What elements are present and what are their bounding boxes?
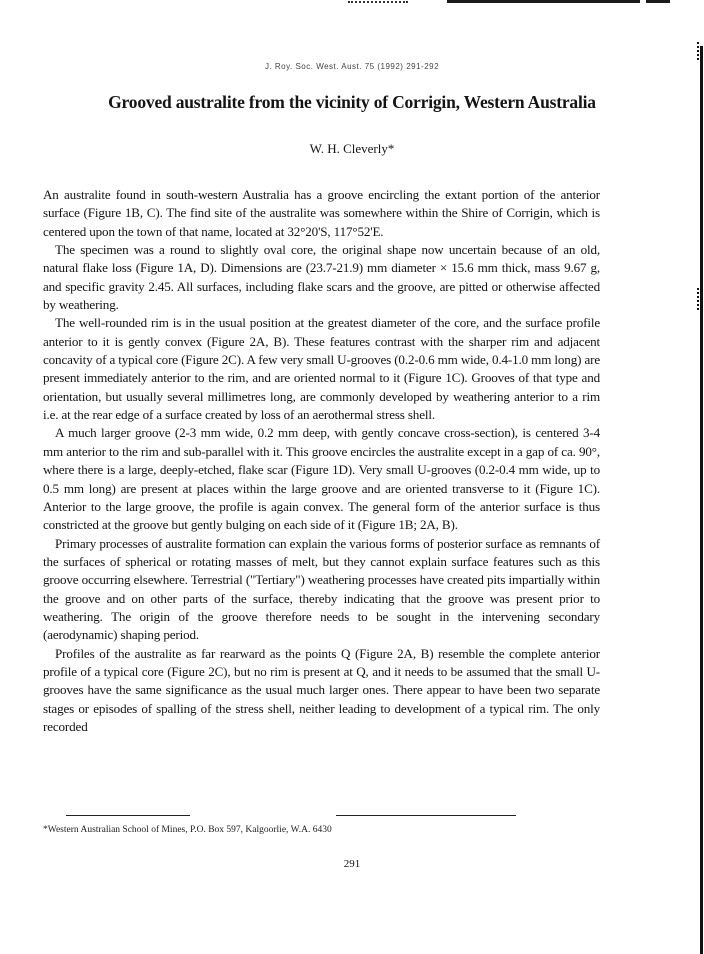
page-number: 291	[343, 858, 361, 870]
page-right-edge	[700, 46, 703, 954]
paragraph: The specimen was a round to slightly oval core, the original shape now uncertain because of an old, natural flake loss (Figure 1A, D). Dimensions are (23.7-21.9) mm diameter × 15.6 mm thick, mass 9.67 g, and specific gravity 2.45. All surfaces, including flake scars and the groove, are pitted or otherwise affected by weathering.	[43, 242, 600, 313]
paper-title: Grooved australite from the vicinity of Corrigin, Western Australia	[108, 92, 596, 112]
paragraph: The well-rounded rim is in the usual position at the greatest diameter of the core, and the surface profile anterior to it is gently convex (Figure 2A, B). These features contrast with the sharper rim and adjacent concavity of a typical core (Figure 2C). A few very small U-grooves (0.2-0.6 mm wide, 0.4-1.0 mm long) are present immediately anterior to the rim, and are oriented normal to it (Figure 1C). Grooves of that type and orientation, but usually several millimetres long, are commonly developed by weathering anterior to a rim i.e. at the rear edge of a surface created by loss of an aerothermal stress shell.	[43, 315, 600, 423]
scan-artifact-top-specks	[348, 1, 408, 5]
paragraph: A much larger groove (2-3 mm wide, 0.2 mm deep, with gently concave cross-section), is centered 3-4 mm anterior to the rim and sub-parallel with it. This groove encircles the australite except in a gap of ca. 90°, where there is a large, deeply-etched, flake scar (Figure 1D). Very small U-grooves (0.2-0.4 mm wide, up to 0.5 mm long) are present at places within the large groove and are oriented transverse to it (Figure 1C). Anterior to the large groove, the profile is again convex. The general form of the anterior surface is thus constricted at the groove but gently bulging on each side of it (Figure 1B; 2A, B).	[43, 425, 600, 533]
footnote-rule-left	[66, 815, 190, 816]
footnote-rule-right	[336, 815, 516, 816]
page-edge-tick	[697, 288, 703, 310]
body-text	[43, 186, 600, 736]
paragraph: Profiles of the australite as far rearward as the points Q (Figure 2A, B) resemble the complete anterior profile of a typical core (Figure 2C), but no rim is present at Q, and it needs to be assumed that the small U-grooves have the same significance as the usual much larger ones. There appear to have been two separate stages or episodes of spalling of the stress shell, neither leading to development of a typical rim. The only recorded	[43, 645, 600, 734]
author-affiliation-footnote: *Western Australian School of Mines, P.O. Box 597, Kalgoorlie, W.A. 6430	[43, 825, 332, 835]
paragraph: An australite found in south-western Australia has a groove encircling the extant portion of the anterior surface (Figure 1B, C). The find site of the australite was somewhere within the Shire of Corrigin, which is centered upon the town of that name, located at 32°20'S, 117°52'E.	[43, 187, 600, 239]
journal-reference: J. Roy. Soc. West. Aust. 75 (1992) 291-292	[264, 62, 440, 71]
scan-artifact-top-bar	[447, 0, 640, 3]
paragraph: Primary processes of australite formation can explain the various forms of posterior surface as remnants of the surfaces of spherical or rotating masses of melt, but they cannot explain surface features such as this groove occurring elsewhere. Terrestrial ("Tertiary") weathering processes have created pits impartially within the groove and on other parts of the surface, thereby indicating that the groove was present prior to weathering. The origin of the groove therefore needs to be sought in the intervening secondary (aerodynamic) shaping period.	[43, 535, 600, 643]
page-edge-tick	[697, 42, 703, 60]
author-line: W. H. Cleverly*	[309, 141, 395, 156]
scan-artifact-top-bar-small	[646, 0, 670, 3]
